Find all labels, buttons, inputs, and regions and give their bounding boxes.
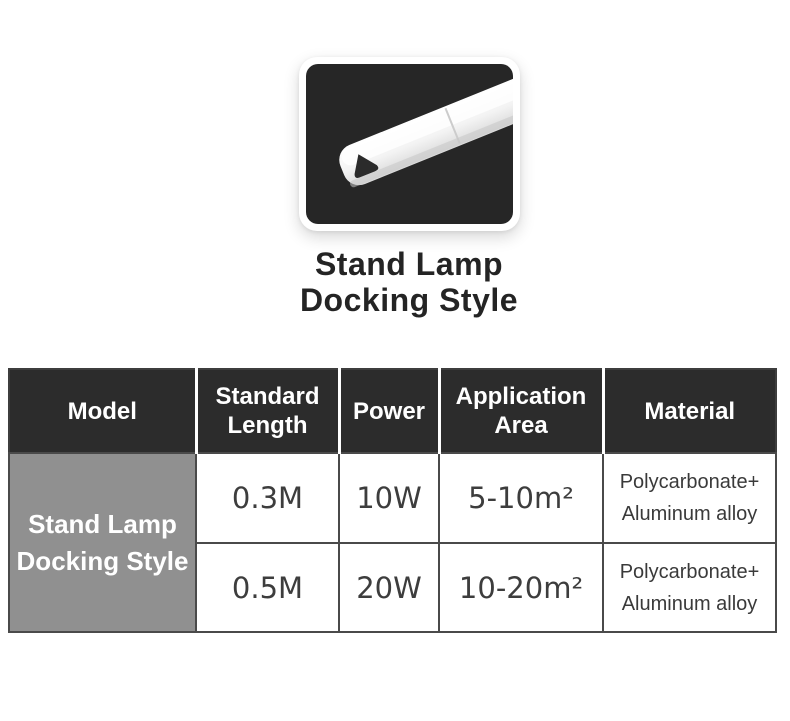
column-header-application-area: Application Area [439, 369, 603, 453]
material-row1-line2: Aluminum alloy [621, 503, 758, 525]
model-name-line1: Stand Lamp [28, 508, 177, 539]
material-row1-line1: Polycarbonate+ [619, 471, 760, 493]
product-title-line2: Docking Style [299, 282, 519, 318]
material-row2-line2: Aluminum alloy [621, 592, 758, 615]
column-header-material: Material [603, 369, 776, 453]
power-value-row2: 20W [339, 543, 439, 632]
material-value-row2 [603, 543, 776, 632]
standard-length-value-row2: 0.5M [196, 543, 339, 632]
product-photo-card [299, 57, 520, 231]
model-cell [9, 453, 196, 632]
standard-length-value-row1: 0.3M [196, 453, 339, 543]
column-header-model: Model [9, 369, 196, 453]
application-area-value-row2: 10-20m² [439, 543, 603, 632]
product-photo [306, 64, 513, 224]
material-row2-line1: Polycarbonate+ [619, 560, 760, 583]
power-value-row1: 10W [339, 453, 439, 543]
application-area-value-row1: 5-10m² [439, 453, 603, 543]
product-title [209, 246, 609, 318]
material-value-row1 [603, 453, 776, 543]
table-header-row [9, 369, 776, 453]
stand-lamp-graphic [306, 64, 513, 224]
column-header-standard-length: Standard Length [196, 369, 339, 453]
spec-table [8, 368, 777, 633]
column-header-power: Power [339, 369, 439, 453]
product-title-line1: Stand Lamp [314, 246, 504, 282]
table-row-1 [9, 453, 776, 543]
model-name-line2: Docking Style [16, 545, 189, 576]
